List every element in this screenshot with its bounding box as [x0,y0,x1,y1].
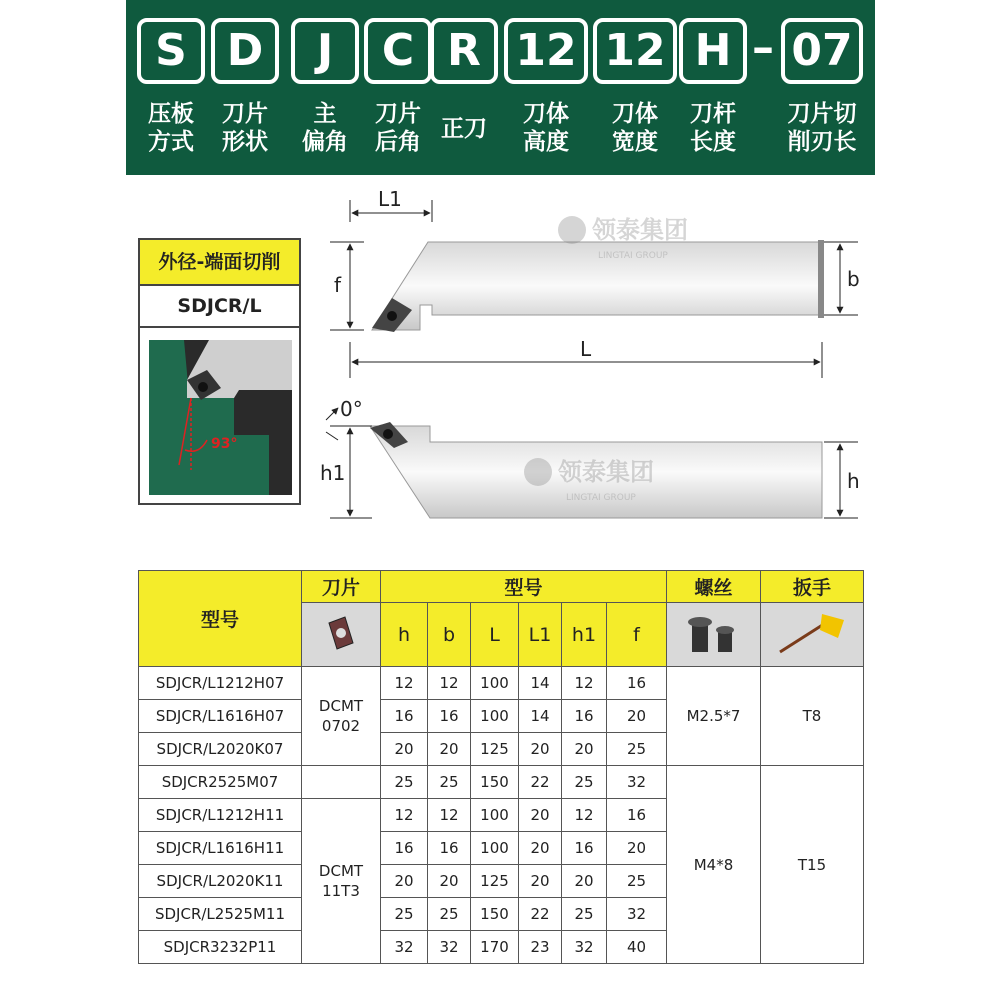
code-box-width: 12 [593,18,677,84]
code-label-edge: 刀片切 削刃长 [787,101,857,155]
cell-model: SDJCR3232P11 [139,931,302,964]
cell-l: 125 [471,865,519,898]
dim-h: h [847,469,860,493]
cell-h1: 25 [562,766,607,799]
header-model: 型号 [139,571,302,667]
cell-model: SDJCR/L1212H11 [139,799,302,832]
svg-text:LINGTAI GROUP: LINGTAI GROUP [598,251,668,261]
cell-f: 40 [607,931,667,964]
cell-f: 25 [607,733,667,766]
svg-text:领泰集团: 领泰集团 [592,216,688,244]
cell-h: 20 [381,865,428,898]
cell-b: 16 [428,832,471,865]
cell-screw-2: M4*8 [667,766,761,964]
cell-h: 16 [381,832,428,865]
code-label-height: 刀体 高度 [523,101,569,155]
cell-model: SDJCR2525M07 [139,766,302,799]
application-panel [138,238,301,505]
cell-h: 16 [381,700,428,733]
code-box-length: H [679,18,747,84]
cell-l1: 20 [519,832,562,865]
code-label-clearance: 刀片 后角 [375,101,421,155]
col-l1: L1 [519,603,562,667]
col-h: h [381,603,428,667]
spec-table [138,570,864,964]
cell-h: 20 [381,733,428,766]
cell-l1: 22 [519,898,562,931]
col-l: L [471,603,519,667]
cell-l: 150 [471,898,519,931]
cell-l1: 14 [519,667,562,700]
cell-l: 100 [471,832,519,865]
cell-h1: 20 [562,865,607,898]
cell-l1: 14 [519,700,562,733]
cell-insert-group-2: DCMT 11T3 [302,799,381,964]
code-box-hand: R [430,18,498,84]
cell-screw-1: M2.5*7 [667,667,761,766]
code-box-lead-angle: J [291,18,359,84]
cell-h: 12 [381,667,428,700]
header-wrench: 扳手 [761,571,864,603]
cell-l1: 23 [519,931,562,964]
code-label-hand: 正刀 [441,116,487,142]
application-title: 外径-端面切削 [140,240,299,286]
cell-h1: 32 [562,931,607,964]
cell-h1: 12 [562,799,607,832]
cell-f: 25 [607,865,667,898]
cell-l: 170 [471,931,519,964]
dim-l1: L1 [378,187,402,211]
insert-icon [321,613,361,653]
code-banner [126,0,875,175]
cell-h1: 20 [562,733,607,766]
code-label-shape: 刀片 形状 [222,101,268,155]
code-dash: – [752,22,774,73]
code-label-length: 刀杆 长度 [690,101,736,155]
cell-insert-empty [302,766,381,799]
cell-insert-group-1: DCMT 0702 [302,667,381,766]
code-box-clearance: C [364,18,432,84]
cell-h: 12 [381,799,428,832]
cell-h: 32 [381,931,428,964]
tool-drawing [310,180,870,530]
col-f: f [607,603,667,667]
table-row [139,667,864,700]
wrench-image-cell [761,603,864,667]
header-screw: 螺丝 [667,571,761,603]
cell-h: 25 [381,766,428,799]
wrench-icon [772,608,852,658]
cell-h1: 12 [562,667,607,700]
cell-wrench-2: T15 [761,766,864,964]
code-box-height: 12 [504,18,588,84]
cell-h1: 16 [562,832,607,865]
col-h1: h1 [562,603,607,667]
dim-zero-angle: 0° [340,397,363,421]
dim-l: L [580,337,592,361]
cell-model: SDJCR/L2020K07 [139,733,302,766]
cell-model: SDJCR/L2525M11 [139,898,302,931]
header-dimensions: 型号 [381,571,667,603]
header-insert: 刀片 [302,571,381,603]
table-row [139,766,864,799]
cell-l: 125 [471,733,519,766]
cell-b: 20 [428,865,471,898]
application-illustration [149,340,292,495]
code-label-clamp: 压板 方式 [148,101,194,155]
dim-b: b [847,267,860,291]
cell-h1: 16 [562,700,607,733]
cell-f: 16 [607,799,667,832]
cell-b: 32 [428,931,471,964]
cell-wrench-1: T8 [761,667,864,766]
cell-b: 16 [428,700,471,733]
cell-model: SDJCR/L1616H11 [139,832,302,865]
cell-l1: 22 [519,766,562,799]
cell-l1: 20 [519,799,562,832]
code-box-shape: D [211,18,279,84]
cell-l: 100 [471,700,519,733]
cell-l: 100 [471,799,519,832]
cell-h: 25 [381,898,428,931]
cell-f: 32 [607,766,667,799]
cell-f: 20 [607,832,667,865]
screw-icon [684,608,744,658]
angle-label: 93° [211,436,238,452]
cell-l: 150 [471,766,519,799]
cell-f: 32 [607,898,667,931]
cell-b: 20 [428,733,471,766]
code-label-width: 刀体 宽度 [612,101,658,155]
code-box-edge: 07 [781,18,863,84]
screw-image-cell [667,603,761,667]
application-model: SDJCR/L [140,286,299,328]
svg-text:LINGTAI GROUP: LINGTAI GROUP [566,493,636,503]
cell-l1: 20 [519,733,562,766]
code-box-clamp: S [137,18,205,84]
cell-l: 100 [471,667,519,700]
dim-h1: h1 [320,461,346,485]
cell-f: 20 [607,700,667,733]
col-b: b [428,603,471,667]
insert-image-cell [302,603,381,667]
dim-f: f [334,273,342,297]
cell-f: 16 [607,667,667,700]
cell-h1: 25 [562,898,607,931]
cell-b: 25 [428,766,471,799]
cell-model: SDJCR/L1212H07 [139,667,302,700]
cell-model: SDJCR/L1616H07 [139,700,302,733]
cell-b: 12 [428,799,471,832]
cell-model: SDJCR/L2020K11 [139,865,302,898]
cell-l1: 20 [519,865,562,898]
cell-b: 25 [428,898,471,931]
svg-text:领泰集团: 领泰集团 [558,458,654,486]
code-label-lead-angle: 主 偏角 [302,101,348,155]
cell-b: 12 [428,667,471,700]
